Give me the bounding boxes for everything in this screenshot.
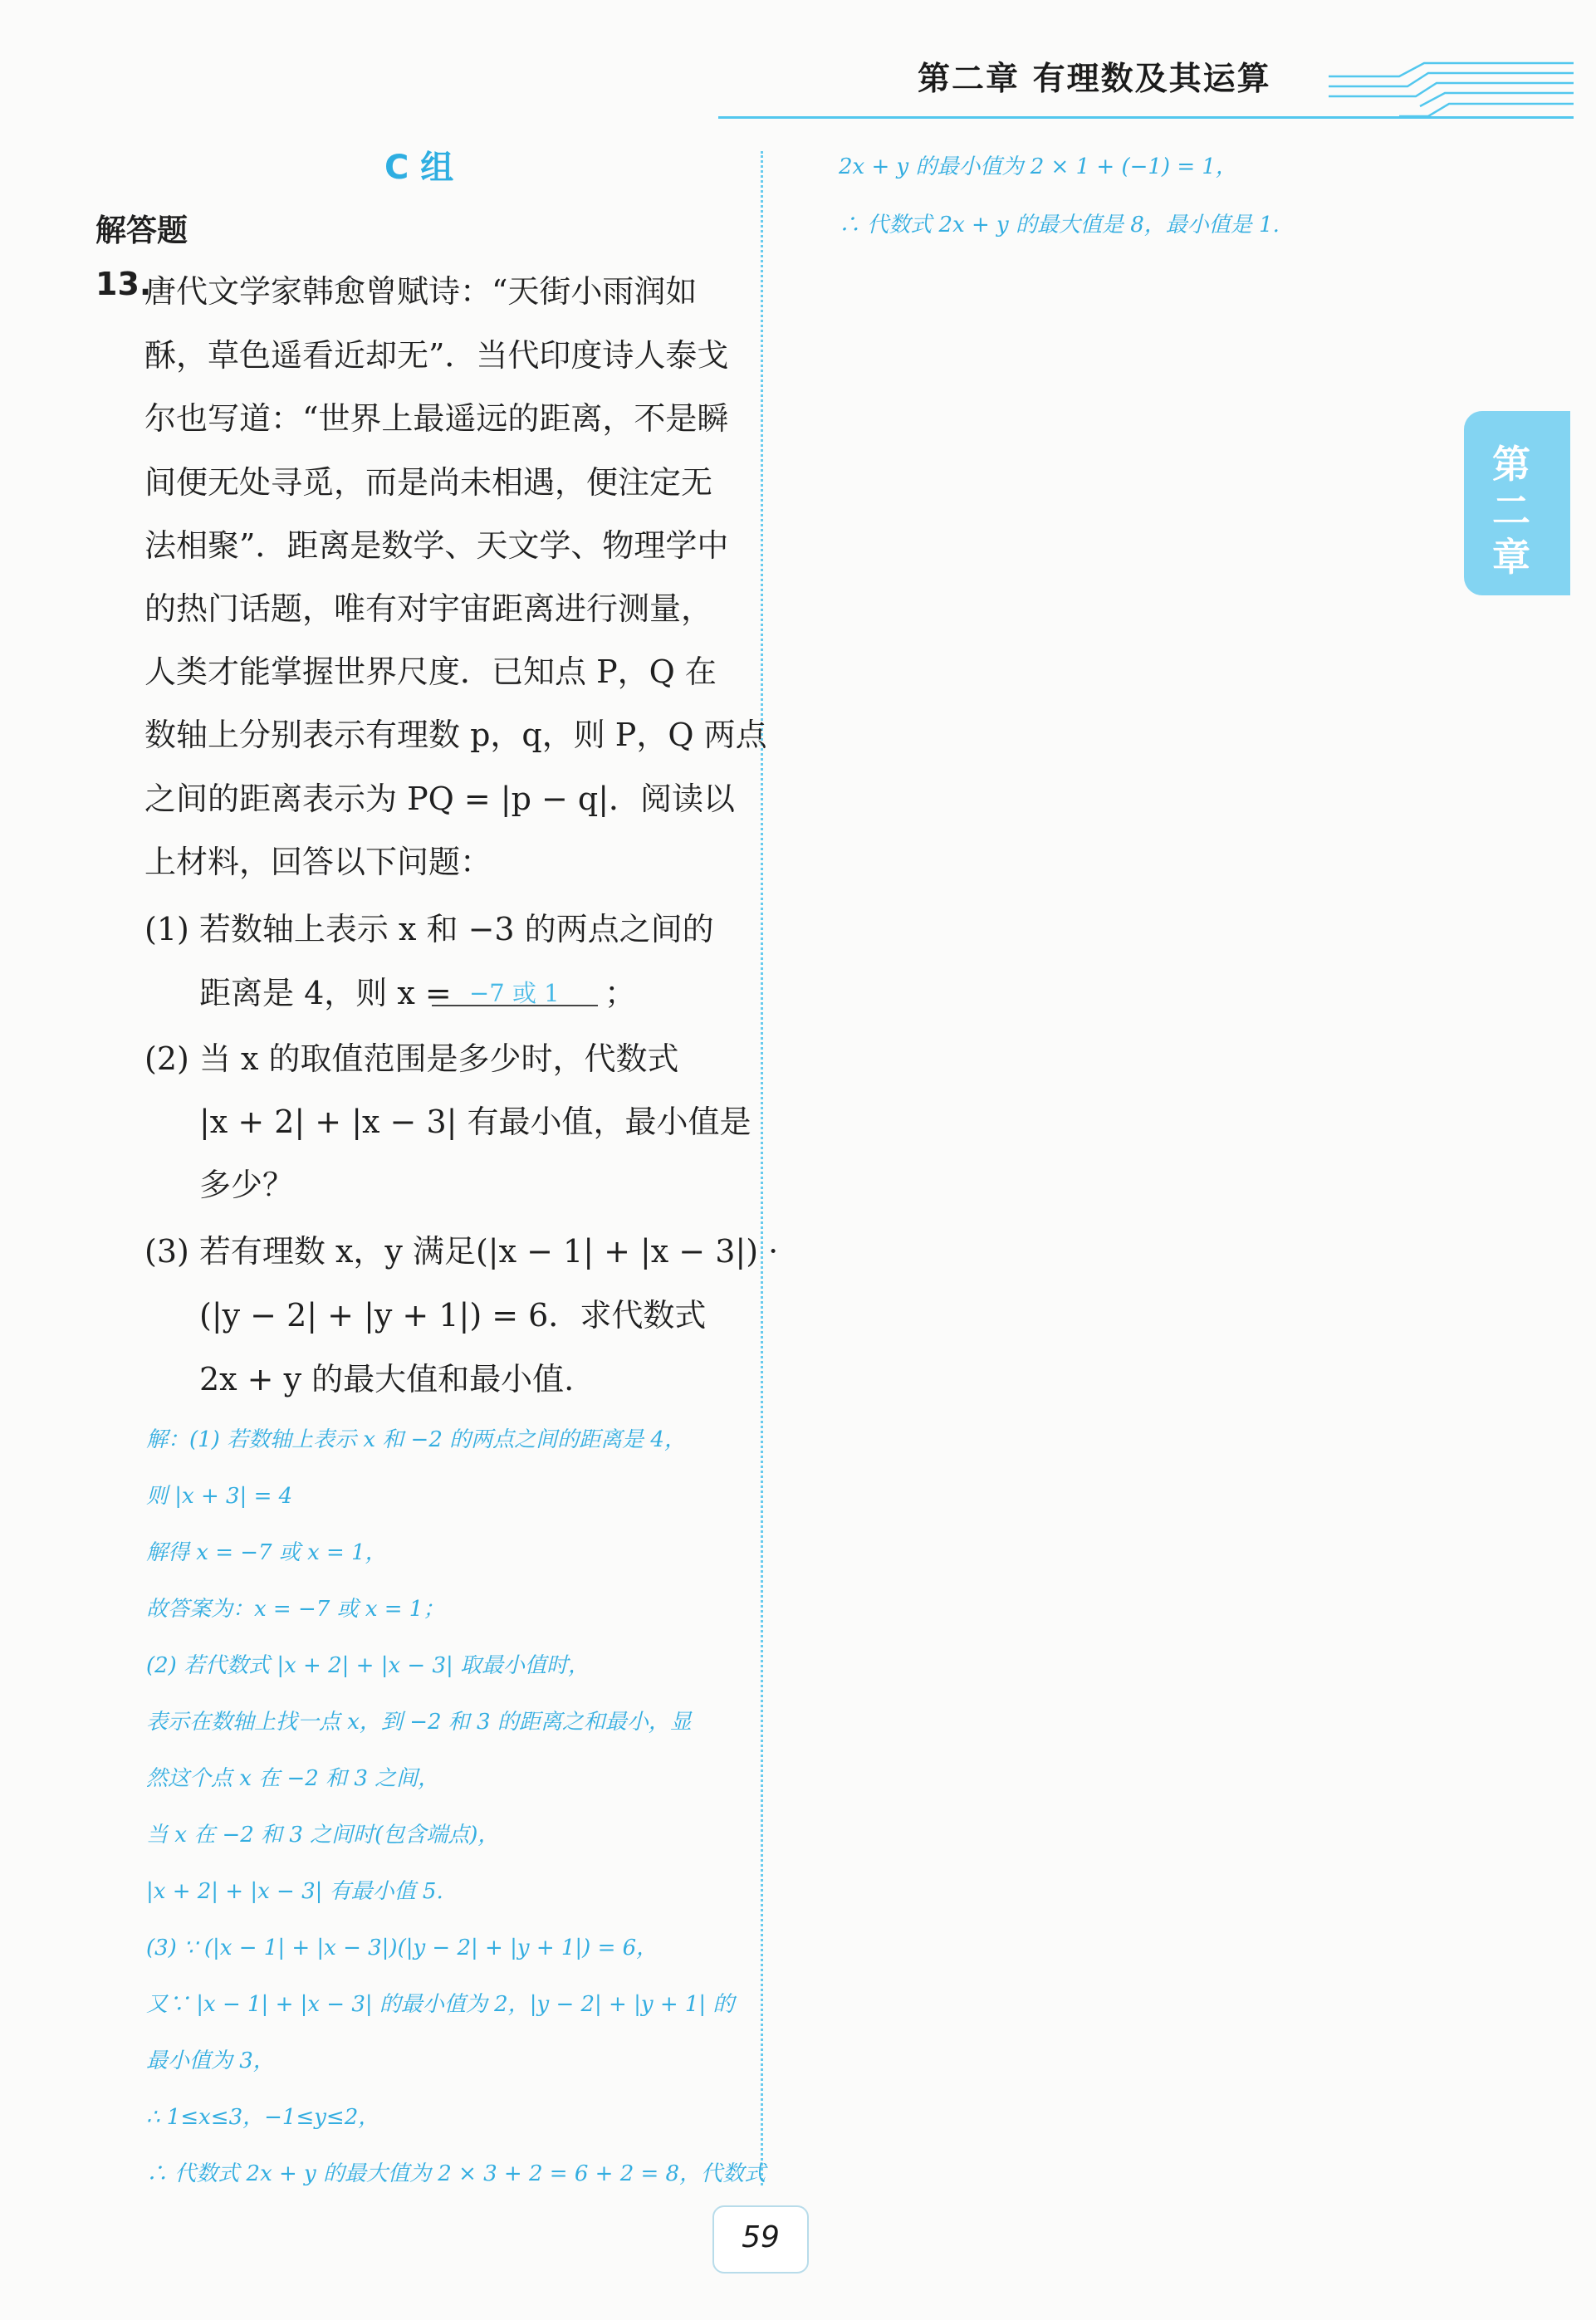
solution-line: 则 |x + 3| = 4 <box>146 1484 293 1509</box>
header-decoration-lines <box>1320 58 1578 116</box>
part1-line: 距离是 4，则 x = <box>199 975 452 1011</box>
question-line: 尔也写道：“世界上最遥远的距离，不是瞬 <box>144 400 729 437</box>
solution-line: 当 x 在 −2 和 3 之间时(包含端点)， <box>146 1823 500 1848</box>
solution-line: 2x + y 的最小值为 2 × 1 + (−1) = 1， <box>839 154 1237 179</box>
question-line: 间便无处寻觅，而是尚未相遇，便注定无 <box>144 464 713 501</box>
chapter-side-tab <box>1464 411 1570 595</box>
question-number: 13. <box>95 266 152 302</box>
solution-line: |x + 2| + |x − 3| 有最小值 5. <box>146 1879 443 1904</box>
side-tab-label: 第 二 章 <box>1492 442 1530 580</box>
part3-line: (3) 若有理数 x，y 满足(|x − 1| + |x − 3|) · <box>144 1233 779 1270</box>
solution-line: 故答案为：x = −7 或 x = 1； <box>146 1597 445 1622</box>
header-rule <box>718 116 1574 119</box>
solution-line: 解：(1) 若数轴上表示 x 和 −2 的两点之间的距离是 4， <box>146 1427 686 1452</box>
part1-line: (1) 若数轴上表示 x 和 −3 的两点之间的 <box>144 911 714 947</box>
solution-line: 表示在数轴上找一点 x，到 −2 和 3 的距离之和最小，显 <box>146 1710 692 1735</box>
solution-line: 解得 x = −7 或 x = 1， <box>146 1540 387 1565</box>
page-number: 59 <box>742 2220 780 2254</box>
solution-line: 最小值为 3， <box>146 2048 275 2073</box>
chapter-header-title: 第二章 有理数及其运算 <box>918 61 1271 98</box>
question-line: 的热门话题，唯有对宇宙距离进行测量， <box>144 590 713 627</box>
part2-line: (2) 当 x 的取值范围是多少时，代数式 <box>144 1040 679 1077</box>
question-line: 人类才能掌握世界尺度．已知点 P，Q 在 <box>144 653 717 690</box>
question-line: 上材料，回答以下问题： <box>144 844 492 880</box>
solution-line: ∴ 1≤x≤3，−1≤y≤2， <box>146 2105 380 2130</box>
part3-line: (|y − 2| + |y + 1|) = 6．求代数式 <box>199 1297 707 1334</box>
question-line: 法相聚”．距离是数学、天文学、物理学中 <box>144 527 729 564</box>
part2-line: |x + 2| + |x − 3| 有最小值，最小值是 <box>199 1104 751 1140</box>
solution-line: 又∵ |x − 1| + |x − 3| 的最小值为 2，|y − 2| + |y + 1| 的 <box>146 1992 735 2017</box>
question-line: 唐代文学家韩愈曾赋诗：“天街小雨润如 <box>144 273 698 310</box>
solution-line: 然这个点 x 在 −2 和 3 之间， <box>146 1766 440 1791</box>
part1-filled-answer: −7 或 1 <box>469 979 560 1007</box>
part2-line: 多少？ <box>199 1167 295 1203</box>
solution-line: (3) ∵ (|x − 1| + |x − 3|)(|y − 2| + |y + 1|) = 6， <box>146 1936 658 1960</box>
question-line: 数轴上分别表示有理数 p，q，则 P，Q 两点 <box>144 717 767 753</box>
solution-line: ∴ 代数式 2x + y 的最大值为 2 × 3 + 2 = 6 + 2 = 8，代数式 <box>146 2161 766 2186</box>
question-line: 酥，草色遥看近却无”．当代印度诗人泰戈 <box>144 337 729 374</box>
question-line: 之间的距离表示为 PQ = |p − q|．阅读以 <box>144 781 736 817</box>
section-title: 解答题 <box>95 213 188 248</box>
solution-line: ∴ 代数式 2x + y 的最大值是 8，最小值是 1. <box>839 213 1280 237</box>
solution-line: (2) 若代数式 |x + 2| + |x − 3| 取最小值时， <box>146 1653 590 1678</box>
page-number-box <box>712 2205 809 2274</box>
group-title: C 组 <box>384 149 454 187</box>
part3-line: 2x + y 的最大值和最小值. <box>199 1361 575 1397</box>
column-divider <box>761 151 763 2185</box>
part1-semicolon: ； <box>605 975 637 1011</box>
